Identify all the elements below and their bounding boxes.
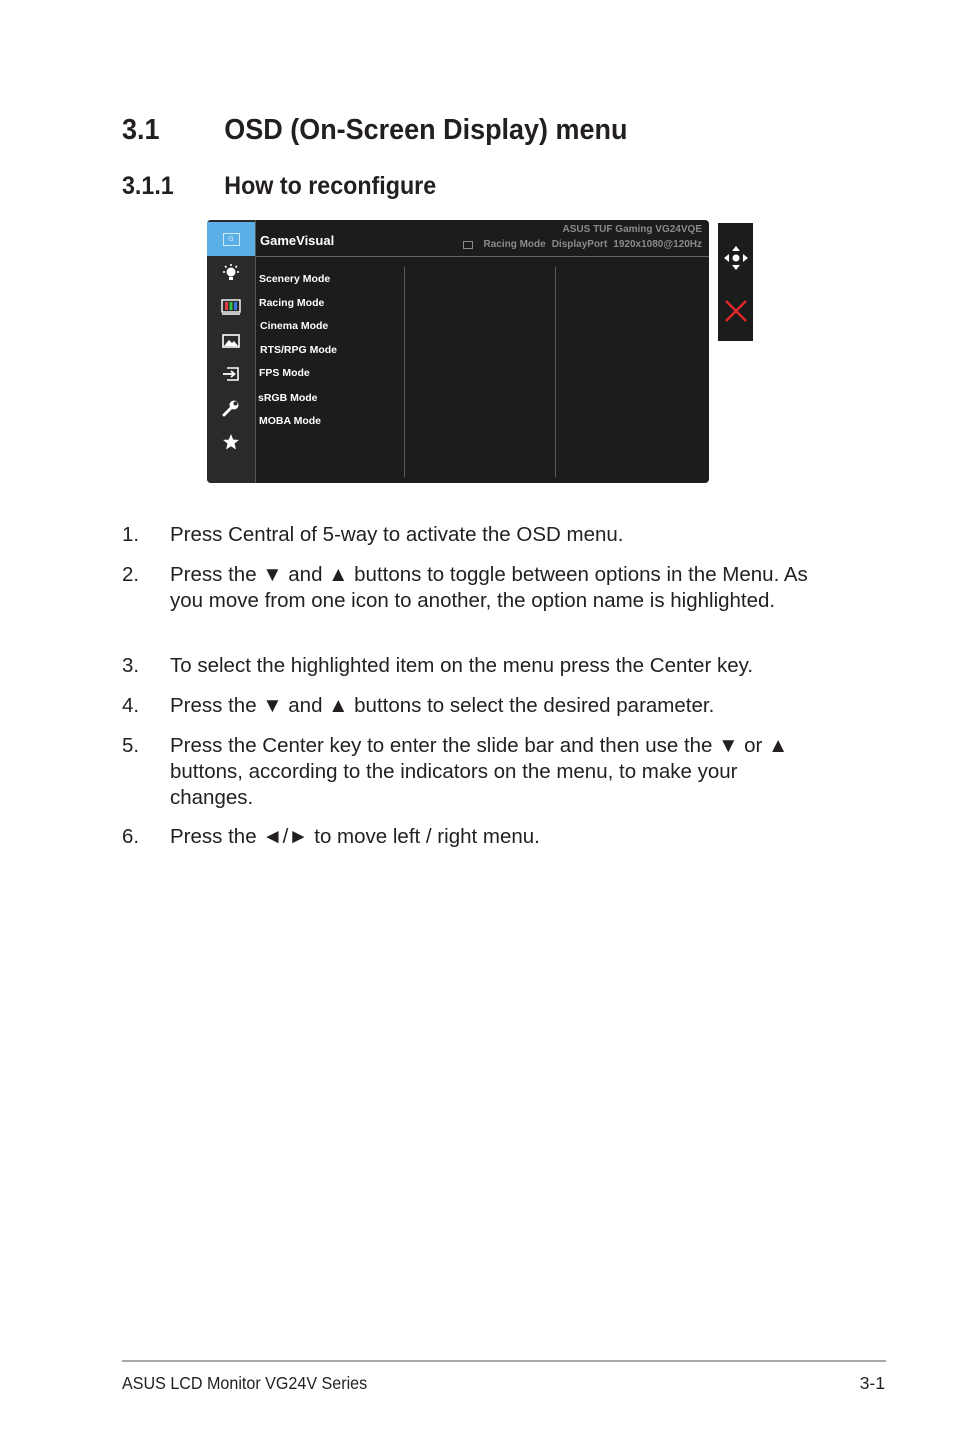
step-number: 1. xyxy=(122,523,140,546)
image-icon[interactable] xyxy=(207,325,255,357)
myfavorite-icon[interactable] xyxy=(207,426,255,458)
footer-title: ASUS LCD Monitor VG24V Series xyxy=(122,1373,368,1393)
status-input: DisplayPort xyxy=(551,239,608,250)
step-text: To select the highlighted item on the menu press the Center key. xyxy=(170,654,754,677)
mode-item-cinema[interactable]: Cinema Mode xyxy=(260,320,329,332)
model-name: ASUS TUF Gaming VG24VQE xyxy=(562,224,702,235)
osd-header xyxy=(256,220,709,257)
section-number: 3.1 xyxy=(122,114,160,146)
step-text: Press Central of 5-way to activate the OSD menu. xyxy=(170,523,624,546)
subsection-title: How to reconfigure xyxy=(224,172,437,200)
osd-menu-screenshot xyxy=(207,220,709,483)
step-number: 4. xyxy=(122,694,140,717)
mode-item-rts-rpg[interactable]: RTS/RPG Mode xyxy=(260,344,338,356)
osd-nav-panel xyxy=(718,223,753,341)
monitor-icon xyxy=(463,241,473,249)
subsection-heading xyxy=(122,172,436,201)
page-number: 3-1 xyxy=(859,1373,885,1393)
footer-divider xyxy=(122,1360,886,1362)
subsection-number: 3.1.1 xyxy=(122,172,174,200)
gamevisual-letter: G xyxy=(223,233,240,246)
status-resolution: 1920x1080@120Hz xyxy=(613,239,702,250)
mode-item-srgb[interactable]: sRGB Mode xyxy=(258,392,318,404)
step-text: Press the ▼ and ▲ buttons to toggle between options in the Menu. As you move from one icon to another, the option name is highlighted. xyxy=(170,563,808,612)
column-divider xyxy=(555,267,556,477)
input-select-icon[interactable] xyxy=(207,358,255,390)
step-number: 6. xyxy=(122,825,140,848)
osd-sidebar xyxy=(207,220,256,483)
color-icon[interactable] xyxy=(207,291,255,323)
step-text: Press the Center key to enter the slide bar and then use the ▼ or ▲ buttons, according to the indicators on the menu, to make your changes. xyxy=(170,734,789,809)
step-text: Press the ▼ and ▲ buttons to select the desired parameter. xyxy=(170,694,715,717)
mode-item-moba[interactable]: MOBA Mode xyxy=(259,415,322,427)
system-setup-icon[interactable] xyxy=(207,392,255,424)
gamevisual-icon[interactable] xyxy=(207,222,255,256)
step-text: Press the ◄/► to move left / right menu. xyxy=(170,825,540,848)
status-mode: Racing Mode xyxy=(483,239,546,250)
mode-item-scenery[interactable]: Scenery Mode xyxy=(259,273,331,285)
five-way-icon[interactable] xyxy=(721,243,751,278)
mode-item-racing[interactable]: Racing Mode xyxy=(259,297,325,309)
osd-title: GameVisual xyxy=(260,233,335,248)
column-divider xyxy=(404,267,405,477)
mode-item-fps[interactable]: FPS Mode xyxy=(259,367,310,379)
section-title: OSD (On-Screen Display) menu xyxy=(224,114,628,146)
section-heading xyxy=(122,114,627,147)
osd-status xyxy=(463,239,702,250)
step-number: 3. xyxy=(122,654,140,677)
step-number: 2. xyxy=(122,563,140,586)
step-number: 5. xyxy=(122,734,140,757)
bluelight-icon[interactable] xyxy=(207,257,255,289)
close-icon[interactable] xyxy=(721,296,751,331)
